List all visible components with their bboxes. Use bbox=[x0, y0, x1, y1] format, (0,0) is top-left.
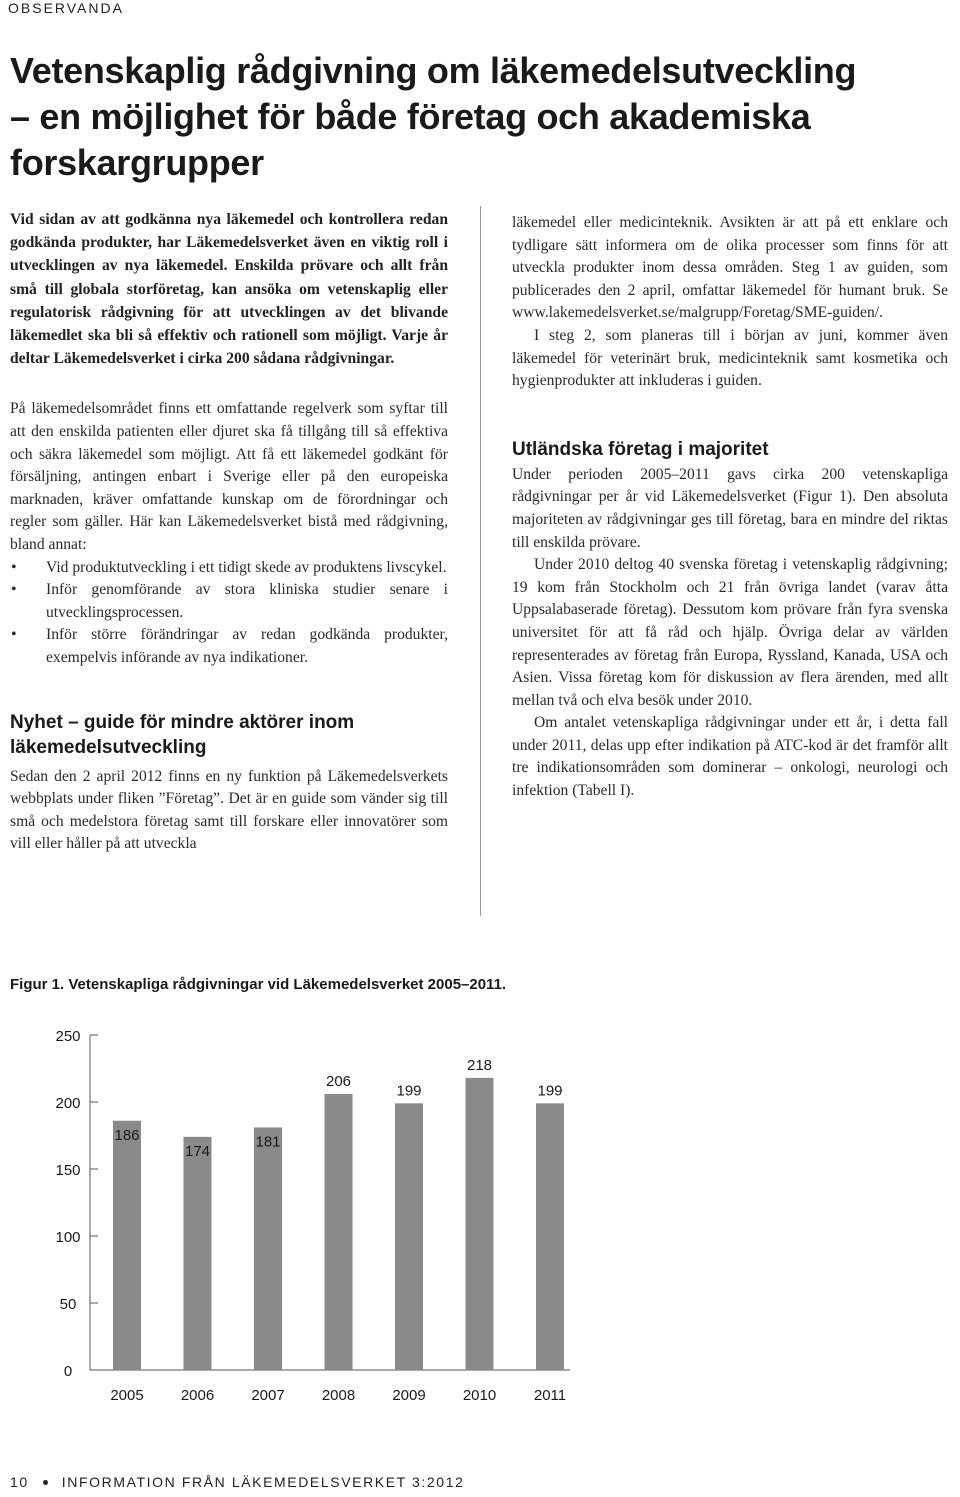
data-label: 199 bbox=[537, 1082, 563, 1100]
body-paragraph: Om antalet vetenskapliga rådgivningar under ett år, i detta fall under 2011, delas upp efter indikation på ATC-kod är det framför allt tre indikationsområden som dominerar – onkologi, neurologi och infektion (Tabell I). bbox=[512, 714, 948, 800]
y-tick-label: 150 bbox=[55, 1162, 81, 1179]
bar bbox=[395, 1103, 423, 1370]
bar bbox=[325, 1094, 353, 1370]
title-line: – en möjlighet för både företag och akademiska bbox=[10, 96, 811, 137]
y-tick-label: 0 bbox=[63, 1363, 73, 1380]
y-tick-label: 250 bbox=[55, 1028, 81, 1045]
body-paragraph: Under perioden 2005–2011 gavs cirka 200 vetenskapliga rådgivningar per år vid Läkemedelsverket (Figur 1). Den absoluta majoriteten av rådgivningar ges till företag, bara en mindre del riktas till enskilda prövare. bbox=[512, 465, 948, 551]
section-label: OBSERVANDA bbox=[8, 0, 124, 16]
bar bbox=[536, 1103, 564, 1370]
x-tick-label: 2006 bbox=[180, 1387, 215, 1404]
data-label: 181 bbox=[255, 1133, 281, 1151]
data-label: 218 bbox=[466, 1056, 493, 1074]
right-column bbox=[512, 212, 948, 803]
news-heading: Nyhet – guide för mindre aktörer inom läkemedelsutveckling bbox=[10, 711, 355, 758]
bar-chart bbox=[0, 1010, 600, 1430]
x-tick-label: 2010 bbox=[462, 1387, 497, 1404]
title-line: forskargrupper bbox=[10, 142, 264, 183]
left-column bbox=[10, 208, 448, 856]
x-tick-label: 2007 bbox=[251, 1387, 285, 1404]
x-tick-label: 2008 bbox=[321, 1387, 356, 1404]
y-tick-label: 100 bbox=[55, 1229, 81, 1246]
bar bbox=[466, 1078, 494, 1370]
page-footer bbox=[10, 1474, 464, 1490]
bar bbox=[184, 1137, 212, 1370]
data-label: 174 bbox=[184, 1142, 211, 1160]
page-title bbox=[10, 48, 950, 186]
y-tick-label: 200 bbox=[55, 1095, 81, 1112]
page-number: 10 bbox=[10, 1474, 29, 1490]
title-line: Vetenskaplig rådgivning om läkemedelsutveckling bbox=[10, 50, 857, 91]
bullet-list bbox=[10, 557, 448, 670]
list-item: • Inför genomförande av stora kliniska studier senare i utvecklingsprocessen. bbox=[10, 579, 448, 624]
list-item: • Inför större förändringar av redan godkända produkter, exempelvis införande av nya indikationer. bbox=[10, 624, 448, 669]
column-divider bbox=[480, 206, 481, 916]
lead-paragraph: Vid sidan av att godkänna nya läkemedel och kontrollera redan godkända produkter, har Läkemedelsverket även en viktig roll i utvecklingen av nya läkemedel. Enskilda prövare och allt från små till globala storföretag, kan ansöka om vetenskaplig eller regulatorisk rådgivning för att utvecklingen av det blivande läkemedlet ska bli så effektiv och rationell som möjligt. Varje år deltar Läkemedelsverket i cirka 200 sådana rådgivningar. bbox=[10, 211, 448, 368]
y-tick-label: 50 bbox=[59, 1296, 77, 1313]
x-tick-label: 2011 bbox=[533, 1387, 567, 1404]
figure-caption: Figur 1. Vetenskapliga rådgivningar vid Läkemedelsverket 2005–2011. bbox=[10, 976, 507, 993]
publication-name: INFORMATION FRÅN LÄKEMEDELSVERKET 3:2012 bbox=[61, 1474, 465, 1490]
foreign-heading: Utländska företag i majoritet bbox=[512, 438, 769, 460]
list-item: • Vid produktutveckling i ett tidigt skede av produktens livscykel. bbox=[10, 557, 448, 580]
body-paragraph: I steg 2, som planeras till i början av juni, kommer även läkemedel för veterinärt bruk, medicinteknik samt kosmetika och hygienprodukter att inkluderas i guiden. bbox=[512, 326, 948, 390]
body-paragraph: Under 2010 deltog 40 svenska företag i vetenskaplig rådgivning; 19 kom från Stockholm och 21 från övriga landet (varav åtta Uppsalabaserade företag). Dessutom kom prövare från fyra svenska universitet för att få råd och hjälp. Övriga delar av världen representerades av företag från Europa, Ryssland, Kanada, USA och Asien. Vissa företag kom för diskussion av flera ärenden, med allt mellan två och elva besök under 2010. bbox=[512, 556, 948, 709]
data-label: 186 bbox=[114, 1126, 140, 1144]
body-paragraph: Sedan den 2 april 2012 finns en ny funktion på Läkemedelsverkets webbplats under fliken ”Företag”. Det är en guide som vänder sig till små och medelstora företag samt till forskare eller innovatörer som vill eller håller på att utveckla bbox=[10, 767, 448, 853]
x-tick-label: 2005 bbox=[110, 1387, 144, 1404]
x-tick-label: 2009 bbox=[392, 1387, 426, 1404]
data-label: 206 bbox=[325, 1072, 352, 1090]
separator-dot-icon bbox=[43, 1480, 48, 1485]
data-label: 199 bbox=[396, 1082, 422, 1100]
body-paragraph: På läkemedelsområdet finns ett omfattande regelverk som syftar till att den enskilda patienten eller djuret ska få tillgång till så effektiva och säkra läkemedel som möjligt. Att få ett läkemedel godkänt för försäljning, antingen enbart i Sverige eller på den europeiska marknaden, kräver omfattande kunskap om de förordningar och regler som gäller. Här kan Läkemedelsverket bistå med rådgivning, bland annat: bbox=[10, 400, 448, 553]
body-paragraph: läkemedel eller medicinteknik. Avsikten är att på ett enklare och tydligare sätt informera om de olika processer som finns för att utveckla produkter inom dessa områden. Steg 1 av guiden, som publicerades den 2 april, omfattar läkemedel för humant bruk. Se www.lakemedelsverket.se/malgrupp/Foretag/SME-guiden/. bbox=[512, 214, 948, 322]
bar bbox=[254, 1127, 282, 1370]
bar bbox=[113, 1121, 141, 1370]
